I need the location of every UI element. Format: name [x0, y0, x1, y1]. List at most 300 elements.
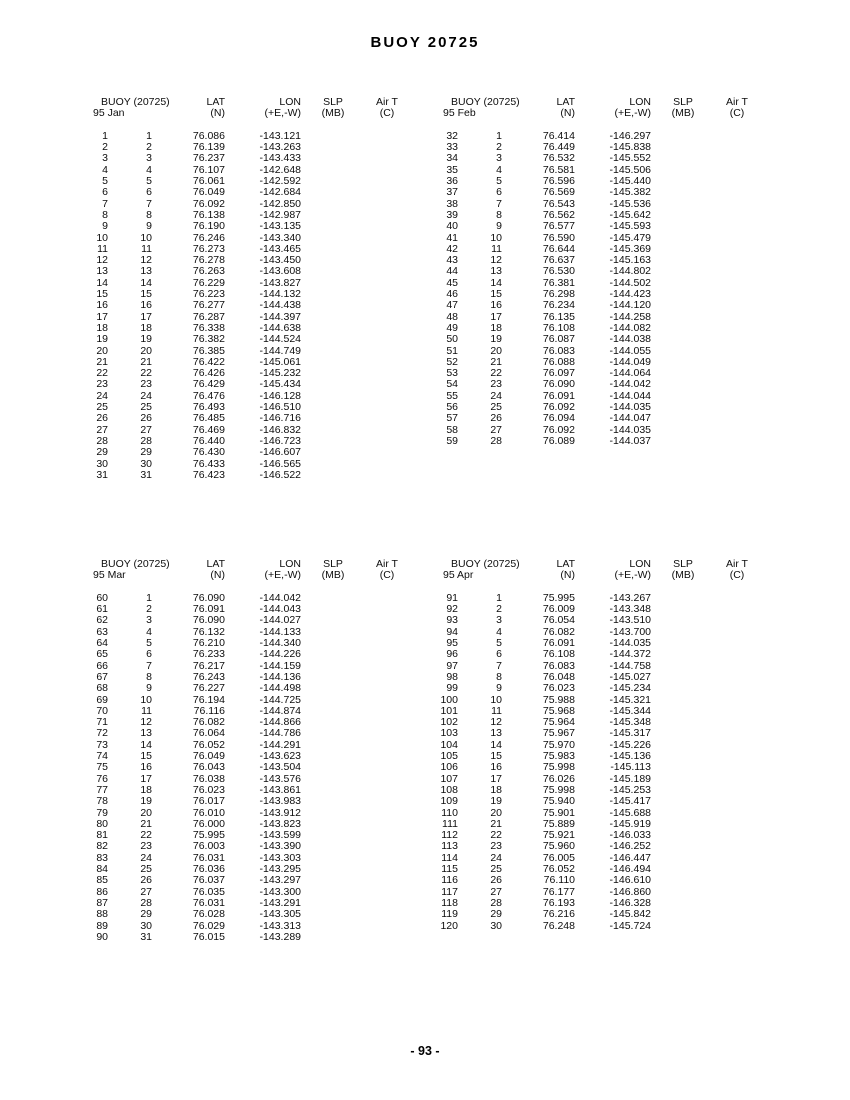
lon-value: -142.987: [259, 208, 301, 221]
buoy-seq: 100: [440, 693, 458, 706]
table-row: [438, 266, 768, 277]
day-number: 24: [140, 389, 152, 402]
day-number: 10: [140, 693, 152, 706]
table-row: [438, 323, 768, 334]
buoy-seq: 1: [102, 129, 108, 142]
slp-value: [651, 244, 715, 255]
lon-value: -143.823: [259, 817, 301, 830]
table-row: [88, 312, 418, 323]
buoy-seq: 49: [446, 321, 458, 334]
lon-value: -145.061: [259, 355, 301, 368]
lat-value: 76.089: [542, 434, 575, 447]
col-header-buoy: BUOY (20725): [101, 96, 170, 108]
table-body: [88, 593, 418, 943]
table-row: [88, 887, 418, 898]
airt-value: [715, 436, 759, 447]
table-row: [88, 615, 418, 626]
buoy-seq: 66: [96, 659, 108, 672]
lat-value: 76.052: [542, 863, 575, 876]
buoy-seq: 92: [446, 603, 458, 616]
lon-value: -143.303: [259, 851, 301, 864]
lat-value: 76.229: [192, 276, 225, 289]
day-number: 20: [140, 806, 152, 819]
slp-value: [651, 199, 715, 210]
table-row: [88, 796, 418, 807]
slp-value: [301, 436, 365, 447]
airt-value: [715, 706, 759, 717]
day-number: 12: [490, 254, 502, 267]
airt-value: [365, 379, 409, 390]
lat-value: 76.108: [542, 648, 575, 661]
table-row: [438, 379, 768, 390]
table-row: [438, 221, 768, 232]
slp-value: [301, 695, 365, 706]
buoy-seq: 38: [446, 197, 458, 210]
day-number: 19: [490, 795, 502, 808]
lon-value: -145.642: [609, 208, 651, 221]
lon-value: -144.042: [609, 378, 651, 391]
buoy-seq: 31: [96, 468, 108, 481]
buoy-seq: 98: [446, 670, 458, 683]
slp-value: [301, 176, 365, 187]
day-number: 6: [496, 186, 502, 199]
lon-value: -144.291: [259, 738, 301, 751]
day-number: 3: [146, 614, 152, 627]
airt-value: [365, 131, 409, 142]
airt-value: [365, 830, 409, 841]
lat-value: 76.217: [192, 659, 225, 672]
lon-value: -143.912: [259, 806, 301, 819]
table-row: [88, 627, 418, 638]
buoy-seq: 97: [446, 659, 458, 672]
table-row: [88, 165, 418, 176]
col-header-lon: LON: [279, 96, 301, 108]
col-header-buoy: BUOY (20725): [101, 558, 170, 570]
lat-value: 76.426: [192, 367, 225, 380]
lon-value: -143.861: [259, 783, 301, 796]
day-number: 28: [490, 896, 502, 909]
airt-value: [715, 695, 759, 706]
lat-value: 76.338: [192, 321, 225, 334]
day-number: 7: [146, 197, 152, 210]
airt-value: [365, 785, 409, 796]
lat-value: 76.423: [192, 468, 225, 481]
slp-value: [301, 470, 365, 481]
table-row: [88, 425, 418, 436]
lat-value: 76.028: [192, 908, 225, 921]
table-row: [88, 638, 418, 649]
lat-value: 76.097: [542, 367, 575, 380]
lon-value: -144.035: [609, 401, 651, 414]
lat-value: 76.476: [192, 389, 225, 402]
airt-value: [715, 672, 759, 683]
lat-value: 75.901: [542, 806, 575, 819]
day-number: 12: [140, 254, 152, 267]
lon-value: -142.648: [259, 163, 301, 176]
lat-value: 76.003: [192, 840, 225, 853]
lat-value: 75.983: [542, 750, 575, 763]
airt-value: [365, 808, 409, 819]
table-row: [438, 819, 768, 830]
day-number: 21: [140, 355, 152, 368]
airt-value: [715, 391, 759, 402]
lon-value: -145.321: [609, 693, 651, 706]
buoy-seq: 62: [96, 614, 108, 627]
slp-value: [651, 683, 715, 694]
table-row: [88, 346, 418, 357]
buoy-seq: 105: [440, 750, 458, 763]
lat-value: 76.090: [542, 378, 575, 391]
table-row: [88, 221, 418, 232]
airt-value: [365, 210, 409, 221]
lon-value: -143.465: [259, 242, 301, 255]
airt-value: [715, 233, 759, 244]
lon-value: -144.064: [609, 367, 651, 380]
buoy-seq: 84: [96, 863, 108, 876]
buoy-seq: 15: [96, 288, 108, 301]
buoy-seq: 61: [96, 603, 108, 616]
airt-value: [365, 470, 409, 481]
day-number: 3: [146, 152, 152, 165]
slp-value: [301, 932, 365, 943]
day-number: 16: [490, 299, 502, 312]
slp-value: [651, 368, 715, 379]
lon-value: -144.874: [259, 704, 301, 717]
airt-value: [715, 187, 759, 198]
airt-value: [715, 368, 759, 379]
table-row: [438, 210, 768, 221]
buoy-seq: 58: [446, 423, 458, 436]
table-row: [438, 278, 768, 289]
buoy-seq: 29: [96, 446, 108, 459]
lon-value: -145.234: [609, 682, 651, 695]
lon-value: -143.295: [259, 863, 301, 876]
slp-value: [651, 864, 715, 875]
slp-value: [651, 808, 715, 819]
table-body: [438, 593, 768, 932]
lat-value: 76.010: [192, 806, 225, 819]
airt-value: [365, 695, 409, 706]
lon-value: -144.340: [259, 637, 301, 650]
day-number: 9: [146, 220, 152, 233]
slp-value: [651, 717, 715, 728]
table-row: [438, 615, 768, 626]
slp-value: [301, 830, 365, 841]
day-number: 19: [140, 795, 152, 808]
table-row: [438, 604, 768, 615]
lon-value: -144.047: [609, 412, 651, 425]
day-number: 21: [490, 817, 502, 830]
airt-value: [365, 796, 409, 807]
slp-value: [301, 142, 365, 153]
lon-value: -145.593: [609, 220, 651, 233]
lat-value: 75.964: [542, 716, 575, 729]
day-number: 15: [490, 750, 502, 763]
table-row: [438, 593, 768, 604]
lon-value: -144.082: [609, 321, 651, 334]
lat-value: 76.194: [192, 693, 225, 706]
buoy-seq: 35: [446, 163, 458, 176]
airt-value: [715, 221, 759, 232]
lat-value: 76.469: [192, 423, 225, 436]
lat-value: 76.031: [192, 851, 225, 864]
table-row: [88, 187, 418, 198]
slp-value: [651, 266, 715, 277]
slp-value: [651, 436, 715, 447]
table-row: [88, 323, 418, 334]
buoy-seq: 9: [102, 220, 108, 233]
lon-value: -145.348: [609, 716, 651, 729]
day-number: 14: [490, 276, 502, 289]
airt-value: [715, 346, 759, 357]
col-unit-slp: (MB): [321, 107, 345, 120]
buoy-seq: 52: [446, 355, 458, 368]
table-row: [88, 402, 418, 413]
page-title: BUOY 20725: [370, 34, 480, 51]
lon-value: -144.049: [609, 355, 651, 368]
airt-value: [715, 762, 759, 773]
table-row: [438, 300, 768, 311]
buoy-seq: 108: [440, 783, 458, 796]
lat-value: 76.414: [542, 129, 575, 142]
lon-value: -146.522: [259, 468, 301, 481]
slp-value: [651, 853, 715, 864]
lat-value: 75.988: [542, 693, 575, 706]
buoy-seq: 106: [440, 761, 458, 774]
buoy-seq: 94: [446, 625, 458, 638]
airt-value: [365, 717, 409, 728]
airt-value: [715, 875, 759, 886]
buoy-seq: 23: [96, 378, 108, 391]
buoy-seq: 99: [446, 682, 458, 695]
buoy-seq: 71: [96, 716, 108, 729]
table-row: [88, 459, 418, 470]
day-number: 2: [496, 141, 502, 154]
airt-value: [365, 728, 409, 739]
day-number: 22: [140, 367, 152, 380]
day-number: 15: [140, 288, 152, 301]
buoy-seq: 107: [440, 772, 458, 785]
lat-value: 76.052: [192, 738, 225, 751]
slp-value: [301, 357, 365, 368]
slp-value: [301, 683, 365, 694]
lon-value: -145.163: [609, 254, 651, 267]
lat-value: 75.970: [542, 738, 575, 751]
airt-value: [365, 142, 409, 153]
table-row: [88, 808, 418, 819]
airt-value: [715, 244, 759, 255]
buoy-seq: 117: [441, 885, 458, 898]
day-number: 14: [490, 738, 502, 751]
airt-value: [715, 627, 759, 638]
slp-value: [651, 615, 715, 626]
buoy-seq: 93: [446, 614, 458, 627]
table-header-row-1: [438, 559, 768, 570]
table-row: [88, 672, 418, 683]
airt-value: [365, 459, 409, 470]
lon-value: -146.610: [609, 874, 651, 887]
slp-value: [301, 875, 365, 886]
buoy-seq: 115: [441, 863, 458, 876]
day-number: 27: [140, 423, 152, 436]
page-number: - 93 -: [410, 1044, 440, 1058]
col-header-lat: LAT: [556, 558, 575, 570]
buoy-seq: 65: [96, 648, 108, 661]
lon-value: -143.305: [259, 908, 301, 921]
lon-value: -145.113: [610, 761, 651, 774]
day-number: 21: [140, 817, 152, 830]
day-number: 24: [490, 389, 502, 402]
table-header-row-1: [88, 97, 418, 108]
lat-value: 76.090: [192, 591, 225, 604]
lon-value: -146.716: [259, 412, 301, 425]
lon-value: -143.300: [259, 885, 301, 898]
airt-value: [365, 289, 409, 300]
lon-value: -144.397: [259, 310, 301, 323]
slp-value: [301, 751, 365, 762]
airt-value: [715, 898, 759, 909]
lat-value: 75.940: [542, 795, 575, 808]
airt-value: [365, 661, 409, 672]
day-number: 11: [491, 704, 502, 717]
table-row: [438, 649, 768, 660]
slp-value: [301, 853, 365, 864]
table-row: [88, 706, 418, 717]
lat-value: 75.960: [542, 840, 575, 853]
month-label: 95 Mar: [93, 569, 126, 582]
month-table-jan: [88, 97, 418, 481]
lat-value: 76.637: [542, 254, 575, 267]
table-row: [88, 819, 418, 830]
day-number: 30: [490, 919, 502, 932]
table-row: [88, 357, 418, 368]
buoy-seq: 44: [446, 265, 458, 278]
buoy-seq: 60: [96, 591, 108, 604]
lat-value: 76.132: [192, 625, 225, 638]
day-number: 16: [140, 299, 152, 312]
buoy-seq: 39: [446, 208, 458, 221]
day-number: 1: [496, 591, 502, 604]
lat-value: 76.083: [542, 344, 575, 357]
airt-value: [715, 153, 759, 164]
lon-value: -145.232: [259, 367, 301, 380]
airt-value: [715, 796, 759, 807]
day-number: 29: [140, 908, 152, 921]
airt-value: [365, 357, 409, 368]
day-number: 17: [490, 310, 502, 323]
header-gap: [438, 120, 768, 131]
airt-value: [365, 334, 409, 345]
airt-value: [365, 391, 409, 402]
table-row: [438, 683, 768, 694]
lon-value: -144.055: [609, 344, 651, 357]
airt-value: [365, 312, 409, 323]
airt-value: [715, 379, 759, 390]
table-row: [88, 751, 418, 762]
airt-value: [365, 233, 409, 244]
buoy-seq: 5: [102, 175, 108, 188]
buoy-seq: 41: [446, 231, 458, 244]
lon-value: -146.510: [259, 401, 301, 414]
table-row: [438, 887, 768, 898]
slp-value: [301, 391, 365, 402]
table-row: [438, 762, 768, 773]
slp-value: [651, 909, 715, 920]
lat-value: 76.543: [542, 197, 575, 210]
table-row: [88, 661, 418, 672]
lon-value: -146.447: [609, 851, 651, 864]
lat-value: 76.177: [542, 885, 575, 898]
airt-value: [365, 615, 409, 626]
buoy-seq: 70: [96, 704, 108, 717]
table-row: [88, 864, 418, 875]
day-number: 17: [140, 772, 152, 785]
lon-value: -145.552: [609, 152, 651, 165]
table-row: [88, 153, 418, 164]
day-number: 15: [140, 750, 152, 763]
slp-value: [301, 898, 365, 909]
lon-value: -145.688: [609, 806, 651, 819]
day-number: 5: [496, 637, 502, 650]
buoy-seq: 45: [446, 276, 458, 289]
day-number: 8: [496, 208, 502, 221]
table-row: [438, 244, 768, 255]
slp-value: [651, 706, 715, 717]
lon-value: -144.749: [259, 344, 301, 357]
lon-value: -143.623: [259, 750, 301, 763]
day-number: 6: [146, 648, 152, 661]
lat-value: 76.092: [192, 197, 225, 210]
buoy-seq: 33: [446, 141, 458, 154]
slp-value: [301, 796, 365, 807]
table-row: [88, 683, 418, 694]
slp-value: [651, 649, 715, 660]
lon-value: -143.510: [609, 614, 651, 627]
airt-value: [715, 334, 759, 345]
airt-value: [365, 683, 409, 694]
day-number: 9: [496, 682, 502, 695]
airt-value: [365, 887, 409, 898]
slp-value: [651, 233, 715, 244]
lat-value: 76.243: [192, 670, 225, 683]
buoy-seq: 54: [446, 378, 458, 391]
slp-value: [651, 638, 715, 649]
table-row: [438, 638, 768, 649]
table-row: [438, 853, 768, 864]
lat-value: 76.023: [192, 783, 225, 796]
buoy-seq: 116: [441, 874, 458, 887]
airt-value: [715, 830, 759, 841]
slp-value: [301, 244, 365, 255]
col-header-slp: SLP: [673, 96, 693, 108]
slp-value: [651, 921, 715, 932]
buoy-seq: 104: [440, 738, 458, 751]
col-unit-lat: (N): [210, 107, 225, 120]
airt-value: [715, 312, 759, 323]
day-number: 23: [490, 378, 502, 391]
lon-value: -144.037: [609, 434, 651, 447]
slp-value: [651, 289, 715, 300]
airt-value: [715, 808, 759, 819]
buoy-seq: 82: [96, 840, 108, 853]
slp-value: [651, 334, 715, 345]
lat-value: 76.037: [192, 874, 225, 887]
table-row: [88, 368, 418, 379]
table-header-row-2: [88, 108, 418, 119]
col-header-airt: Air T: [376, 96, 398, 108]
day-number: 4: [146, 163, 152, 176]
buoy-seq: 47: [446, 299, 458, 312]
